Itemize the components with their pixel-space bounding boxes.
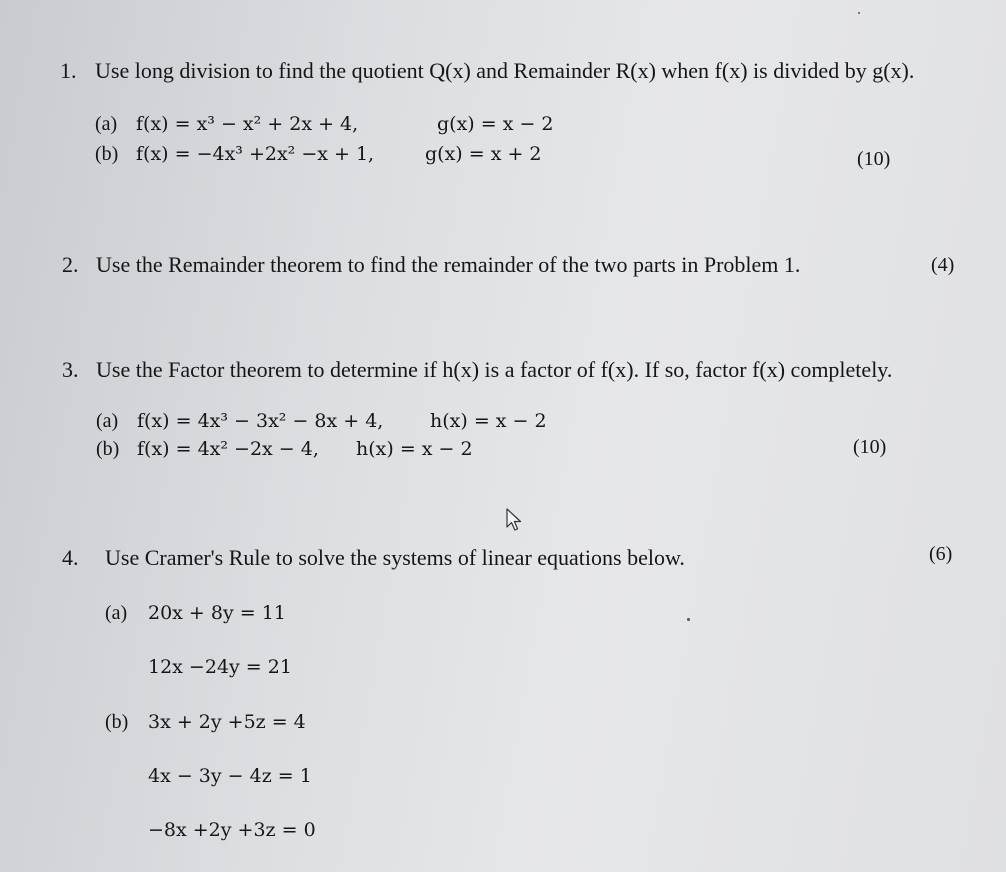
problem-3b-f: f(x) = 4x² −2x − 4, (137, 438, 319, 460)
problem-1b-label: (b) (95, 143, 119, 165)
problem-1b-g: g(x) = x + 2 (425, 143, 542, 165)
problem-4b-equation-3: −8x +2y +3z = 0 (148, 819, 316, 841)
problem-3b-h: h(x) = x − 2 (356, 438, 473, 460)
problem-4-number: 4. (62, 545, 79, 570)
problem-4-text: Use Cramer's Rule to solve the systems of linear equations below. (105, 545, 685, 570)
problem-1-points: (10) (857, 148, 891, 170)
problem-4b-equation-2: 4x − 3y − 4z = 1 (148, 765, 312, 787)
problem-4b-label: (b) (105, 711, 129, 733)
problem-4a-equation-1: 20x + 8y = 11 (148, 602, 286, 624)
problem-4a-label: (a) (105, 602, 128, 624)
problem-2-text: Use the Remainder theorem to find the remainder of the two parts in Problem 1. (96, 252, 801, 277)
problem-3a-f: f(x) = 4x³ − 3x² − 8x + 4, (137, 410, 384, 432)
problem-3-points: (10) (853, 436, 887, 458)
problem-3a-h: h(x) = x − 2 (430, 410, 547, 432)
mouse-pointer-icon (506, 508, 524, 532)
problem-3-number: 3. (62, 357, 79, 382)
problem-4a-equation-2: 12x −24y = 21 (148, 656, 292, 678)
problem-1a-g: g(x) = x − 2 (437, 113, 554, 135)
problem-3b-label: (b) (96, 438, 120, 460)
problem-1a-label: (a) (95, 113, 118, 135)
problem-1b-f: f(x) = −4x³ +2x² −x + 1, (136, 143, 375, 165)
problem-4-points: (6) (929, 543, 953, 565)
problem-3a-label: (a) (96, 410, 119, 432)
problem-3-text: Use the Factor theorem to determine if h(x) is a factor of f(x). If so, factor f(x) completely. (96, 357, 893, 382)
problem-1a-f: f(x) = x³ − x² + 2x + 4, (136, 113, 359, 135)
paper-speck (858, 12, 860, 14)
problem-2-points: (4) (931, 254, 955, 276)
problem-1-number: 1. (60, 58, 77, 83)
problem-2-number: 2. (62, 252, 79, 277)
paper-speck (687, 618, 690, 621)
problem-1-text: Use long division to find the quotient Q(x) and Remainder R(x) when f(x) is divided by g(x). (95, 58, 915, 83)
problem-4b-equation-1: 3x + 2y +5z = 4 (148, 711, 306, 733)
